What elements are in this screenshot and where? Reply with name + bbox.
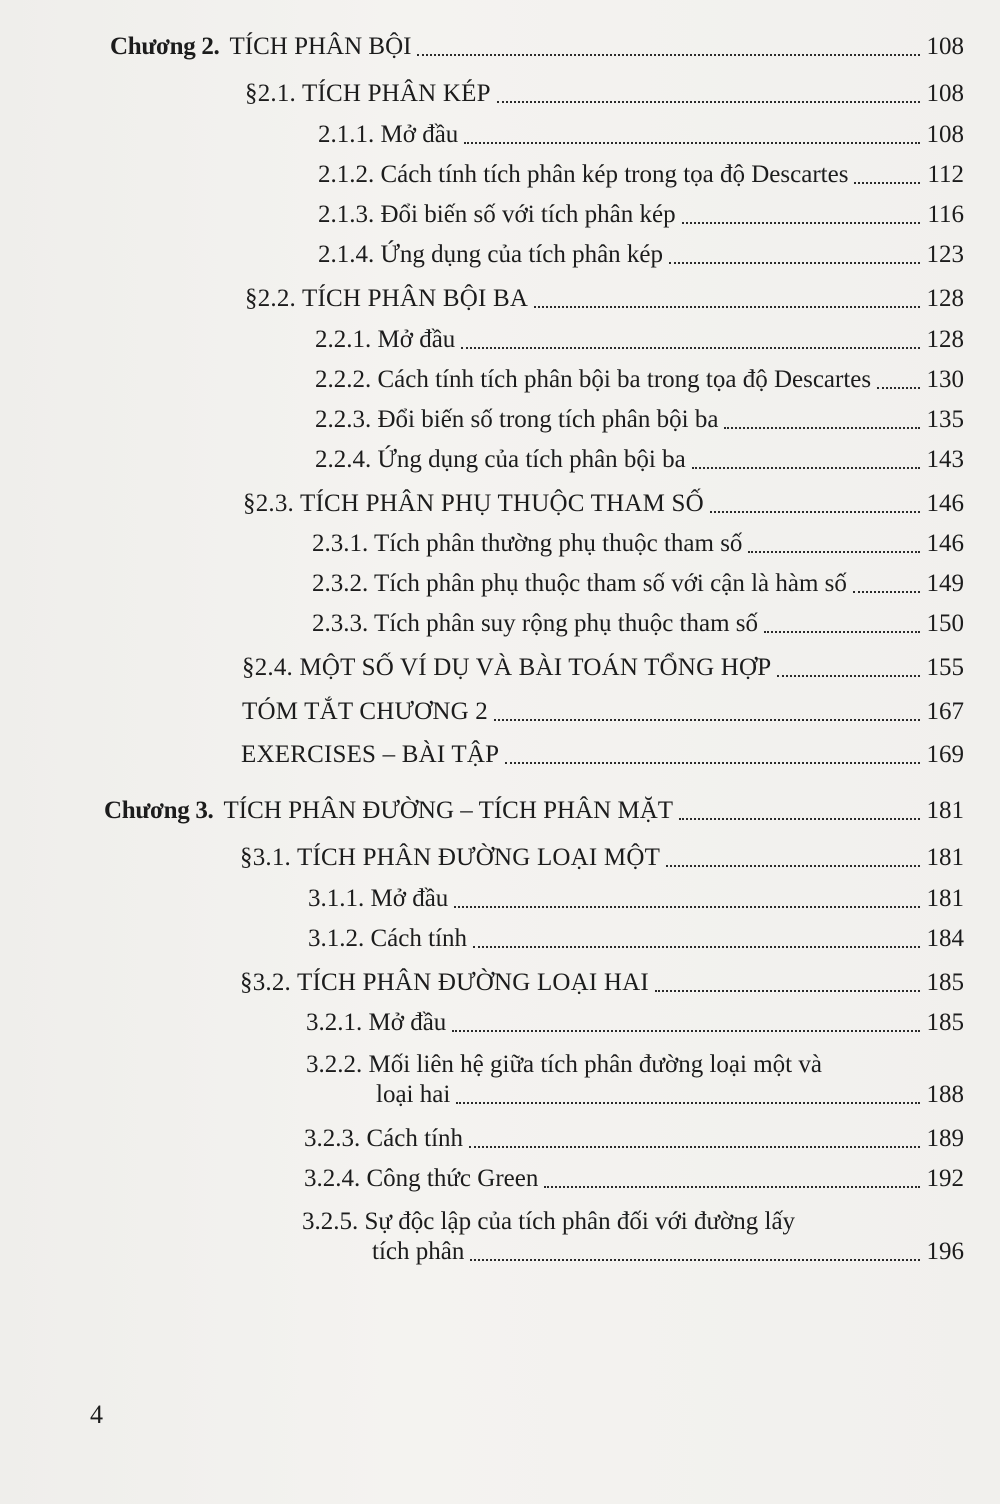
section-title: §2.3. TÍCH PHÂN PHỤ THUỘC THAM SỐ bbox=[243, 490, 704, 517]
subsection-title: 3.2.5. Sự độc lập của tích phân đối với đường lấy bbox=[302, 1208, 796, 1235]
dot-leader bbox=[464, 142, 920, 144]
subsection-title: 2.1.2. Cách tính tích phân kép trong tọa độ Descartes bbox=[318, 161, 849, 188]
dot-leader bbox=[877, 387, 920, 389]
toc-entry-3-2-5 bbox=[302, 1207, 964, 1267]
page-number: 146 bbox=[926, 530, 964, 557]
dot-leader bbox=[469, 1146, 920, 1148]
dot-leader bbox=[473, 946, 920, 948]
subsection-title: 2.1.1. Mở đầu bbox=[318, 121, 459, 148]
subsection-title: 2.2.3. Đổi biến số trong tích phân bội ba bbox=[315, 406, 719, 433]
section-title: §2.4. MỘT SỐ VÍ DỤ VÀ BÀI TOÁN TỔNG HỢP bbox=[242, 654, 772, 681]
toc-entry-2-3-3 bbox=[312, 609, 964, 639]
page-number: 108 bbox=[926, 121, 964, 148]
dot-leader bbox=[854, 182, 920, 184]
chapter-label: Chương 2. bbox=[110, 33, 220, 60]
dot-leader bbox=[497, 101, 920, 103]
toc-entry-3-1-1 bbox=[308, 884, 964, 914]
dot-leader bbox=[692, 467, 920, 469]
page-number: 185 bbox=[926, 1009, 964, 1036]
toc-entry-2-1-1 bbox=[318, 120, 964, 150]
dot-leader bbox=[470, 1259, 920, 1261]
page-number: 188 bbox=[926, 1081, 964, 1108]
dot-leader bbox=[452, 1030, 920, 1032]
toc-entry-2-1-4 bbox=[318, 240, 964, 270]
subsection-title: 2.2.2. Cách tính tích phân bội ba trong tọa độ Descartes bbox=[315, 366, 872, 393]
dot-leader bbox=[777, 675, 920, 677]
dot-leader bbox=[461, 347, 920, 349]
dot-leader bbox=[669, 262, 920, 264]
page-number: 184 bbox=[926, 925, 964, 952]
subsection-title: 2.2.1. Mở đầu bbox=[315, 326, 456, 353]
subsection-title: 3.2.1. Mở đầu bbox=[306, 1009, 447, 1036]
dot-leader bbox=[454, 906, 920, 908]
section-title: §2.1. TÍCH PHÂN KÉP bbox=[245, 80, 491, 107]
page-number: 185 bbox=[926, 969, 964, 996]
dot-leader bbox=[679, 818, 920, 820]
page-number: 128 bbox=[926, 285, 964, 312]
page-number: 167 bbox=[926, 698, 964, 725]
toc-entry-3-2-3 bbox=[304, 1124, 964, 1154]
toc-entry-section-2-2 bbox=[245, 284, 964, 314]
dot-leader bbox=[853, 591, 920, 593]
dot-leader bbox=[682, 222, 920, 224]
subsection-title: 2.3.3. Tích phân suy rộng phụ thuộc tham số bbox=[312, 610, 759, 637]
page-footer-number: 4 bbox=[90, 1400, 103, 1429]
page-number: 181 bbox=[926, 844, 964, 871]
page-number: 143 bbox=[926, 446, 964, 473]
toc-entry-2-2-4 bbox=[315, 445, 964, 475]
page-number: 169 bbox=[926, 741, 964, 768]
page-number: 146 bbox=[926, 490, 964, 517]
dot-leader bbox=[494, 719, 920, 721]
dot-leader bbox=[666, 865, 920, 867]
toc-entry-section-3-2 bbox=[240, 968, 964, 998]
page-number: 150 bbox=[926, 610, 964, 637]
toc-entry-2-3-1 bbox=[312, 529, 964, 559]
dot-leader bbox=[456, 1102, 920, 1104]
page-number: 116 bbox=[927, 201, 964, 228]
toc-entry-2-2-2 bbox=[315, 365, 964, 395]
subsection-title: 3.2.2. Mối liên hệ giữa tích phân đường loại một và bbox=[306, 1051, 822, 1078]
page-number: 155 bbox=[926, 654, 964, 681]
toc-entry-3-2-2 bbox=[306, 1050, 964, 1110]
toc-entry-section-2-3 bbox=[243, 489, 964, 519]
toc-entry-2-1-2 bbox=[318, 160, 964, 190]
subsection-title: 3.2.3. Cách tính bbox=[304, 1125, 464, 1152]
subsection-title: 2.2.4. Ứng dụng của tích phân bội ba bbox=[315, 446, 686, 473]
dot-leader bbox=[655, 990, 920, 992]
toc-entry-2-2-3 bbox=[315, 405, 964, 435]
dot-leader bbox=[505, 762, 920, 764]
section-title: EXERCISES – BÀI TẬP bbox=[241, 741, 500, 768]
page-number: 181 bbox=[926, 885, 964, 912]
page-number: 196 bbox=[926, 1238, 964, 1265]
section-title: §3.2. TÍCH PHÂN ĐƯỜNG LOẠI HAI bbox=[240, 969, 649, 996]
page-number: 112 bbox=[927, 161, 964, 188]
page-number: 108 bbox=[926, 80, 964, 107]
toc-entry-section-2-4 bbox=[242, 653, 964, 683]
toc-entry-3-1-2 bbox=[308, 924, 964, 954]
toc-entry-chapter-3 bbox=[104, 796, 964, 826]
toc-entry-2-2-1 bbox=[315, 325, 964, 355]
subsection-title: 3.1.2. Cách tính bbox=[308, 925, 468, 952]
toc-entry-3-2-1 bbox=[306, 1008, 964, 1038]
dot-leader bbox=[534, 306, 920, 308]
section-title: §3.1. TÍCH PHÂN ĐƯỜNG LOẠI MỘT bbox=[240, 844, 661, 871]
toc-entry-chapter-2 bbox=[110, 32, 964, 62]
toc-entry-section-2-1 bbox=[245, 79, 964, 109]
subsection-title: 3.1.1. Mở đầu bbox=[308, 885, 449, 912]
toc-entry-section-3-1 bbox=[240, 843, 964, 873]
toc-entry-exercises-2 bbox=[241, 740, 964, 770]
toc-entry-2-1-3 bbox=[318, 200, 964, 230]
page-number: 192 bbox=[926, 1165, 964, 1192]
subsection-title: 2.3.1. Tích phân thường phụ thuộc tham số bbox=[312, 530, 743, 557]
page-number: 130 bbox=[926, 366, 964, 393]
chapter-title: TÍCH PHÂN BỘI bbox=[229, 33, 412, 60]
page-number: 128 bbox=[926, 326, 964, 353]
chapter-label: Chương 3. bbox=[104, 797, 214, 824]
dot-leader bbox=[710, 511, 920, 513]
subsection-title: 2.1.4. Ứng dụng của tích phân kép bbox=[318, 241, 664, 268]
subsection-title: 2.3.2. Tích phân phụ thuộc tham số với cận là hàm số bbox=[312, 570, 847, 597]
toc-entry-3-2-4 bbox=[304, 1164, 964, 1194]
section-title: §2.2. TÍCH PHÂN BỘI BA bbox=[245, 285, 529, 312]
page-number: 181 bbox=[926, 797, 964, 824]
dot-leader bbox=[417, 54, 920, 56]
subsection-title: 2.1.3. Đổi biến số với tích phân kép bbox=[318, 201, 676, 228]
dot-leader bbox=[544, 1186, 920, 1188]
subsection-title: 3.2.4. Công thức Green bbox=[304, 1165, 539, 1192]
section-title: TÓM TẮT CHƯƠNG 2 bbox=[242, 698, 488, 725]
toc-entry-2-3-2 bbox=[312, 569, 964, 599]
dot-leader bbox=[764, 631, 920, 633]
page-number: 189 bbox=[926, 1125, 964, 1152]
page-number: 108 bbox=[926, 33, 964, 60]
chapter-title: TÍCH PHÂN ĐƯỜNG – TÍCH PHÂN MẶT bbox=[223, 797, 674, 824]
dot-leader bbox=[748, 551, 920, 553]
toc-entry-summary-2 bbox=[242, 697, 964, 727]
dot-leader bbox=[724, 427, 920, 429]
page-number: 123 bbox=[926, 241, 964, 268]
subsection-title-continued: loại hai bbox=[376, 1081, 451, 1108]
page-number: 135 bbox=[926, 406, 964, 433]
page-number: 149 bbox=[926, 570, 964, 597]
subsection-title-continued: tích phân bbox=[372, 1238, 465, 1265]
